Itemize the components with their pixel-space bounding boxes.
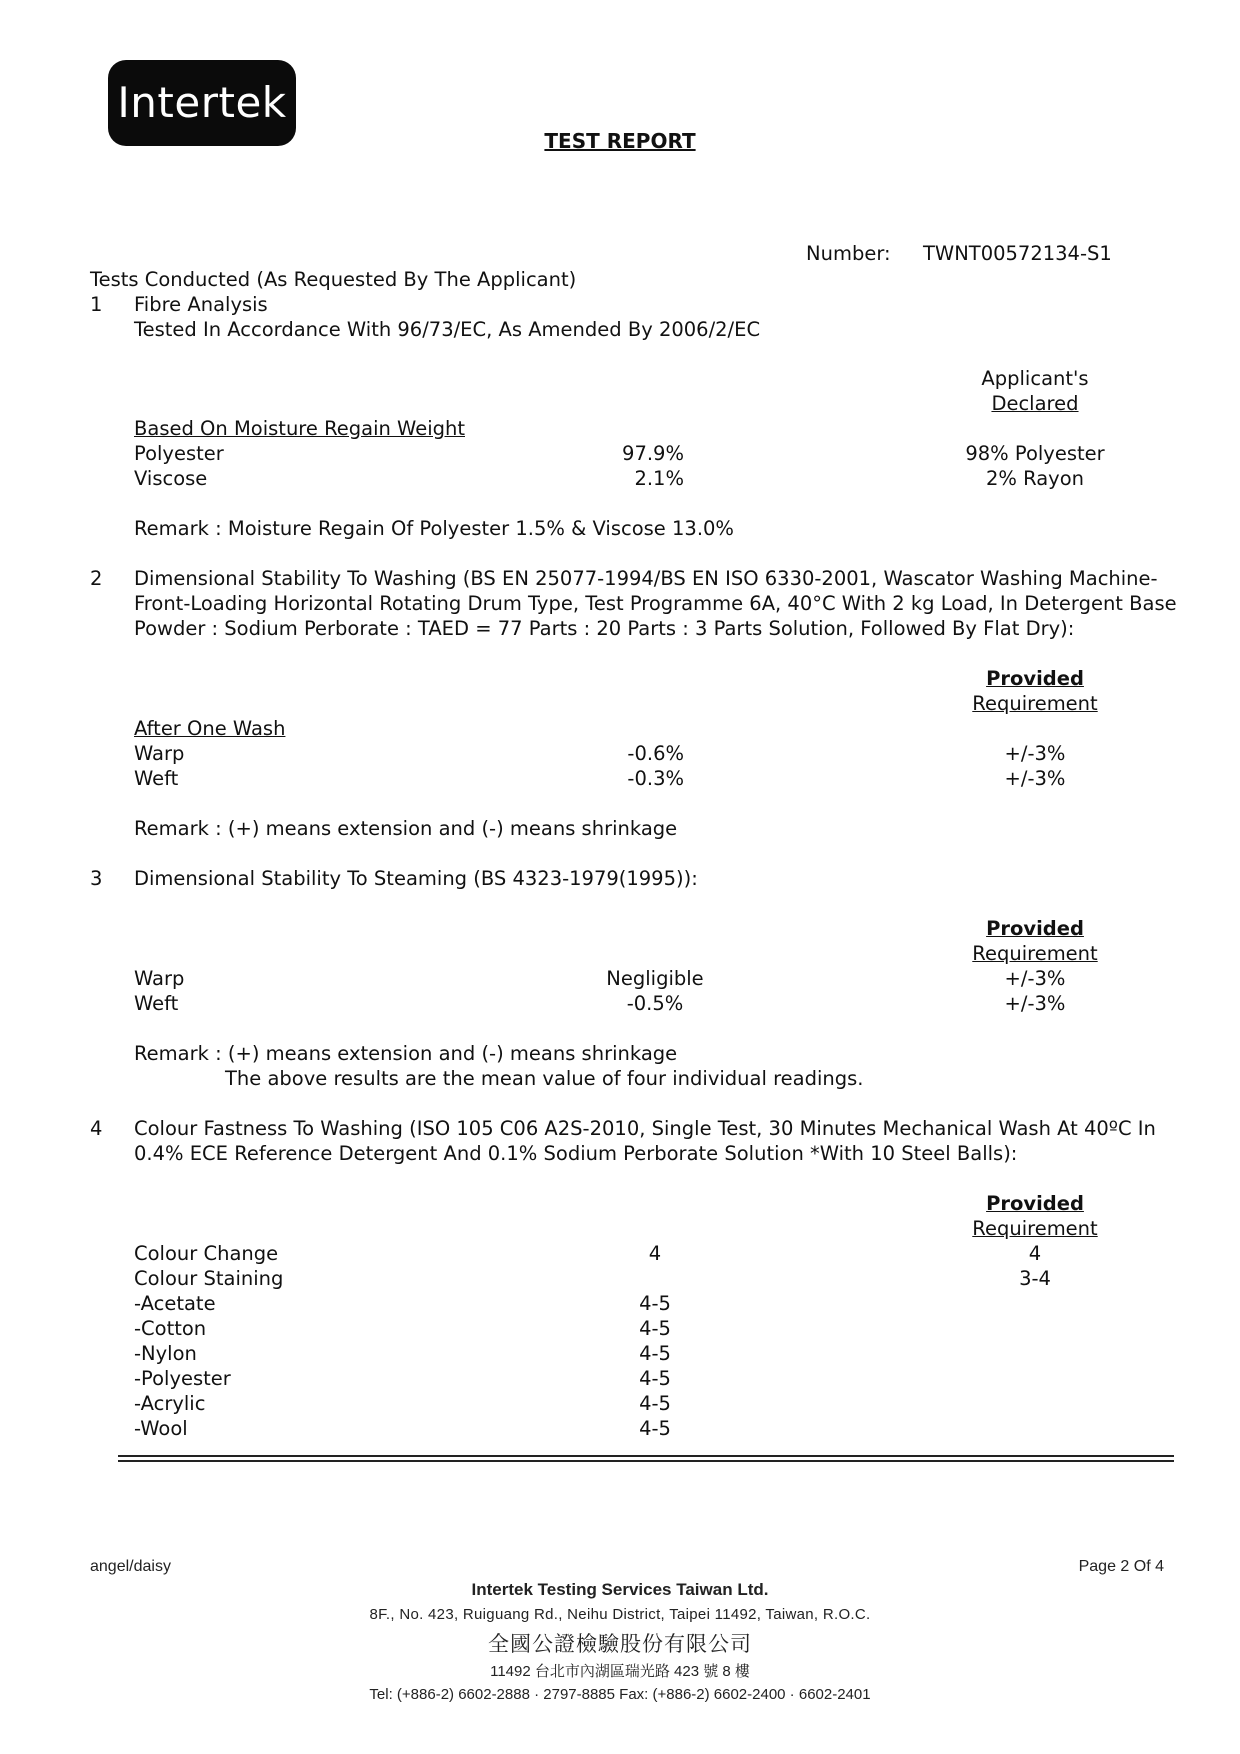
fastness-requirement: 4 xyxy=(1028,1242,1042,1265)
section-number-3: 3 xyxy=(90,867,103,890)
section-number-4: 4 xyxy=(90,1117,103,1140)
declared-heading-2: Declared xyxy=(991,392,1079,415)
provided-heading: Provided xyxy=(986,1192,1084,1215)
fastness-label: -Acrylic xyxy=(134,1392,206,1415)
fastness-grade: 4 xyxy=(648,1242,662,1265)
result-value: -0.5% xyxy=(626,992,684,1015)
result-label: Warp xyxy=(134,742,185,765)
basis-heading: Based On Moisture Regain Weight xyxy=(134,417,465,440)
fastness-grade: 4-5 xyxy=(639,1342,671,1365)
fastness-label: -Wool xyxy=(134,1417,188,1440)
result-label: Warp xyxy=(134,967,185,990)
fibre-value: 2.1% xyxy=(634,467,684,490)
remark-1: Remark : Moisture Regain Of Polyester 1.5% & Viscose 13.0% xyxy=(134,517,734,540)
fastness-label: -Polyester xyxy=(134,1367,231,1390)
section-number-1: 1 xyxy=(90,293,103,316)
footer-contact: Tel: (+886-2) 6602-2888 · 2797-8885 Fax: (+886-2) 6602-2400 · 6602-2401 xyxy=(369,1686,871,1703)
result-value: Negligible xyxy=(606,967,704,990)
result-requirement: +/-3% xyxy=(1004,742,1066,765)
fibre-declared: 98% Polyester xyxy=(965,442,1105,465)
fastness-label: -Nylon xyxy=(134,1342,197,1365)
provided-heading: Provided xyxy=(986,917,1084,940)
end-rule-top xyxy=(118,1455,1174,1457)
fastness-requirement: 3-4 xyxy=(1019,1267,1051,1290)
fibre-label: Polyester xyxy=(134,442,224,465)
provided-heading: Provided xyxy=(986,667,1084,690)
section-title-2-line: Powder : Sodium Perborate : TAED = 77 Parts : 20 Parts : 3 Parts Solution, Followed By Flat Dry): xyxy=(134,617,1075,640)
fastness-grade: 4-5 xyxy=(639,1317,671,1340)
fastness-grade: 4-5 xyxy=(639,1392,671,1415)
section-method-1: Tested In Accordance With 96/73/EC, As Amended By 2006/2/EC xyxy=(134,318,761,341)
section-title-2-line: Dimensional Stability To Washing (BS EN 25077-1994/BS EN ISO 6330-2001, Wascator Washing Machine- xyxy=(134,567,1158,590)
section-number-2: 2 xyxy=(90,567,103,590)
wash-subheading: After One Wash xyxy=(134,717,286,740)
author-initials: angel/daisy xyxy=(90,1558,171,1575)
requirement-heading: Requirement xyxy=(972,942,1098,965)
result-value: -0.3% xyxy=(627,767,684,790)
section-title-2-line: Front-Loading Horizontal Rotating Drum Type, Test Programme 6A, 40°C With 2 kg Load, In Detergent Base xyxy=(134,592,1177,615)
section-title-3: Dimensional Stability To Steaming (BS 4323-1979(1995)): xyxy=(134,867,698,890)
remark-3-continued: The above results are the mean value of four individual readings. xyxy=(225,1067,864,1090)
end-rule-bottom xyxy=(118,1460,1174,1462)
page-number: Page 2 Of 4 xyxy=(1078,1558,1164,1575)
fibre-label: Viscose xyxy=(134,467,208,490)
footer-address-zh: 11492 台北市內湖區瑞光路 423 號 8 樓 xyxy=(490,1663,750,1680)
fastness-label: Colour Change xyxy=(134,1242,279,1265)
section-title-4-line: Colour Fastness To Washing (ISO 105 C06 A2S-2010, Single Test, 30 Minutes Mechanical Wash At 40ºC In xyxy=(134,1117,1156,1140)
fibre-declared: 2% Rayon xyxy=(985,467,1085,490)
result-requirement: +/-3% xyxy=(1004,992,1066,1015)
footer-address-en: 8F., No. 423, Ruiguang Rd., Neihu District, Taipei 11492, Taiwan, R.O.C. xyxy=(369,1606,871,1623)
declared-heading-1: Applicant's xyxy=(981,367,1089,390)
fibre-value: 97.9% xyxy=(622,442,684,465)
result-label: Weft xyxy=(134,767,179,790)
result-requirement: +/-3% xyxy=(1004,967,1066,990)
result-requirement: +/-3% xyxy=(1004,767,1066,790)
fastness-label: -Acetate xyxy=(134,1292,216,1315)
report-title: TEST REPORT xyxy=(544,129,696,153)
footer-company-zh: 全國公證檢驗股份有限公司 xyxy=(488,1633,752,1656)
fastness-label: Colour Staining xyxy=(134,1267,284,1290)
fastness-grade: 4-5 xyxy=(639,1417,671,1440)
requirement-heading: Requirement xyxy=(972,1217,1098,1240)
remark-2: Remark : (+) means extension and (-) means shrinkage xyxy=(134,817,678,840)
fastness-grade: 4-5 xyxy=(639,1367,671,1390)
fastness-grade: 4-5 xyxy=(639,1292,671,1315)
intro-line: Tests Conducted (As Requested By The Applicant) xyxy=(90,268,577,291)
result-label: Weft xyxy=(134,992,179,1015)
section-title-1: Fibre Analysis xyxy=(134,293,268,316)
report-number: TWNT00572134-S1 xyxy=(923,242,1112,265)
number-label: Number: xyxy=(806,242,891,265)
fastness-label: -Cotton xyxy=(134,1317,207,1340)
footer-company: Intertek Testing Services Taiwan Ltd. xyxy=(471,1580,769,1599)
section-title-4-line: 0.4% ECE Reference Detergent And 0.1% Sodium Perborate Solution *With 10 Steel Balls): xyxy=(134,1142,1018,1165)
logo-text: Intertek xyxy=(117,78,287,127)
remark-3: Remark : (+) means extension and (-) means shrinkage xyxy=(134,1042,678,1065)
requirement-heading: Requirement xyxy=(972,692,1098,715)
result-value: -0.6% xyxy=(627,742,684,765)
